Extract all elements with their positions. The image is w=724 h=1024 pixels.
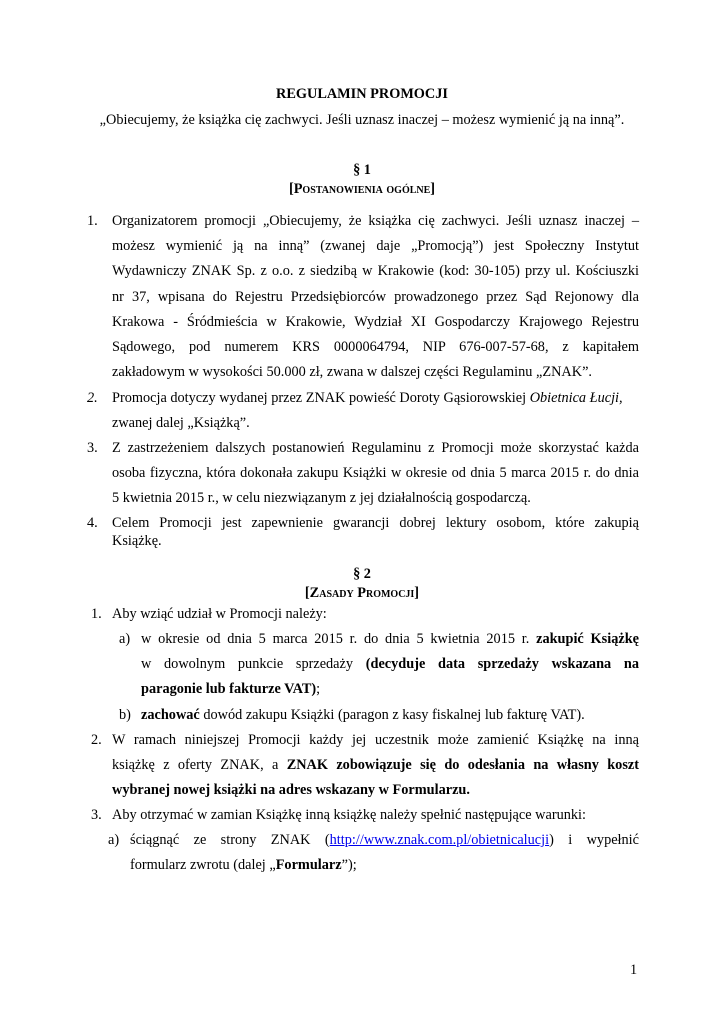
list-number: 2. (91, 732, 102, 748)
paragraph-line: Celem Promocji jest zapewnienie gwarancji dobrej lektury osobom, które zakupią (112, 515, 639, 531)
document-subtitle: „Obiecujemy, że książka cię zachwyci. Jeśli uznasz inaczej – możesz wymienić ją na inną”. (99, 112, 625, 128)
sub-list-label: b) (119, 707, 131, 723)
paragraph-line: paragonie lub fakturze VAT); (141, 681, 321, 697)
page-number: 1 (630, 962, 638, 978)
list-number: 1. (91, 606, 102, 622)
paragraph-line: osoba fizyczna, która dokonała zakupu Książki w okresie od dnia 5 marca 2015 r. do dnia (112, 465, 639, 481)
paragraph-line: nr 37, wpisana do Rejestru Przedsiębiorców prowadzonego przez Sąd Rejonowy dla (112, 289, 639, 305)
paragraph-line: Wydawniczy ZNAK Sp. z o.o. z siedzibą w Krakowie (kod: 30-105) przy ul. Kościuszki (112, 263, 639, 279)
sub-list-label: a) (119, 631, 131, 647)
list-number: 1. (87, 213, 98, 229)
paragraph-line: Promocja dotyczy wydanej przez ZNAK powieść Doroty Gąsiorowskiej Obietnica Łucji, (112, 390, 623, 406)
paragraph-line: możesz wymienić ją na inną” (zwanej daje „Promocją”) jest Społeczny Instytut (112, 238, 639, 254)
sub-list-label: a) (108, 832, 120, 848)
paragraph-line: w dowolnym punkcie sprzedaży (decyduje data sprzedaży wskazana na (141, 656, 639, 672)
section-2-number: § 2 (353, 566, 371, 582)
paragraph-line: Aby otrzymać w zamian Książkę inną książkę należy spełnić następujące warunki: (112, 807, 586, 823)
paragraph-line: wybranej nowej książki na adres wskazany w Formularzu. (112, 782, 470, 798)
paragraph-line: Krakowa - Śródmieścia w Krakowie, Wydział XI Gospodarczy Krajowego Rejestru (112, 314, 639, 330)
paragraph-line: Sądowego, pod numerem KRS 0000064794, NIP 676-007-57-68, z kapitałem (112, 339, 639, 355)
paragraph-line: W ramach niniejszej Promocji każdy jej uczestnik może zamienić Książkę na inną (112, 732, 639, 748)
list-number: 3. (91, 807, 102, 823)
paragraph-line: zachować dowód zakupu Książki (paragon z kasy fiskalnej lub fakturę VAT). (141, 707, 585, 723)
document-title: REGULAMIN PROMOCJI (276, 86, 448, 102)
paragraph-line: w okresie od dnia 5 marca 2015 r. do dnia 5 kwietnia 2015 r. zakupić Książkę (141, 631, 640, 647)
paragraph-line: zakładowym w wysokości 50.000 zł, zwana w dalszej części Regulaminu „ZNAK”. (112, 364, 592, 380)
section-1-number: § 1 (353, 162, 371, 178)
paragraph-line: Organizatorem promocji „Obiecujemy, że książka cię zachwyci. Jeśli uznasz inaczej – (112, 213, 639, 229)
paragraph-line: Książkę. (112, 533, 162, 549)
znak-link[interactable]: http://www.znak.com.pl/obietnicalucji (329, 832, 550, 848)
paragraph-line: książkę z oferty ZNAK, a ZNAK zobowiązuje się do odesłania na własny koszt (112, 757, 639, 773)
paragraph-line: Z zastrzeżeniem dalszych postanowień Regulaminu z Promocji może skorzystać każda (112, 440, 639, 456)
section-2-heading: [Zasady Promocji] (304, 585, 420, 601)
paragraph-line: Aby wziąć udział w Promocji należy: (112, 606, 327, 622)
paragraph-line: zwanej dalej „Książką”. (112, 415, 250, 431)
list-number: 3. (87, 440, 98, 456)
list-number: 2. (87, 390, 98, 406)
section-1-heading: [Postanowienia ogólne] (288, 181, 436, 197)
paragraph-line: ściągnąć ze strony ZNAK (http://www.znak.com.pl/obietnicalucji) i wypełnić (130, 832, 639, 848)
list-number: 4. (87, 515, 98, 531)
paragraph-line: 5 kwietnia 2015 r., w celu niezwiązanym z jej działalnością gospodarczą. (112, 490, 531, 506)
paragraph-line: formularz zwrotu (dalej „Formularz”); (130, 857, 357, 873)
